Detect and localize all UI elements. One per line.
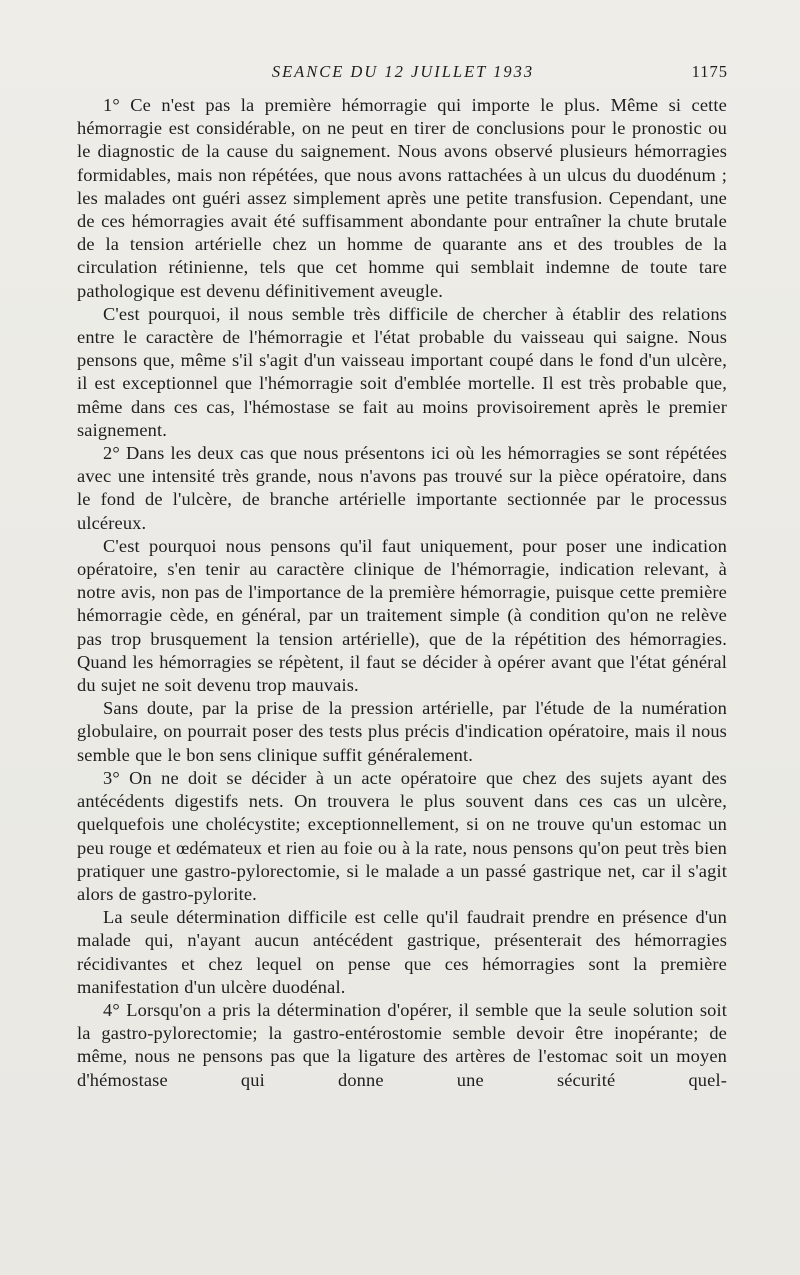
body-text xyxy=(77,94,727,1092)
paragraph-1-hemorrhage-first: 1° Ce n'est pas la première hémorragie qui importe le plus. Même si cette hémorragie est considérable, on ne peut en tirer de conclusions pour le pronostic ou le diagnostic de la cause du saignement. Nous avons observé plusieurs hémorragies formidables, mais non répétées, que nous avons rattachées à un ulcus du duodénum ; les malades ont guéri assez simplement après une petite transfusion. Cependant, une de ces hémorragies avait été suffisamment abondante pour entraîner la chute brutale de la tension artérielle chez un homme de quarante ans et des troubles de la circulation rétinienne, tels que cet homme qui semblait indemne de toute tare pathologique est devenu définitivement aveugle. xyxy=(77,95,727,301)
page-number: 1175 xyxy=(691,62,728,81)
paragraph-6-digestive-history: 3° On ne doit se décider à un acte opératoire que chez des sujets ayant des antécédents digestifs nets. On trouvera le plus souvent dans ces cas un ulcère, quelquefois une cholécystite; exceptionnellement, si on ne trouve qu'un estomac un peu rouge et œdémateux et rien au foie ou à la rate, nous pensons qu'on peut très bien pratiquer une gastro-pylorectomie, si le malade a un passé gastrique net, car il s'agit alors de gastro-pylorite. xyxy=(77,767,727,904)
paragraph-7-difficult-decision: La seule détermination difficile est celle qu'il faudrait prendre en présence d'un malade qui, n'ayant aucun antécédent gastrique, présenterait des hémorragies récidivantes et chez lequel on pense que ces hémorragies sont la première manifestation d'un ulcère duodénal. xyxy=(77,907,727,997)
paragraph-8-pylorectomy: 4° Lorsqu'on a pris la détermination d'opérer, il semble que la seule solution soit la gastro-pylorectomie; la gastro-entérostomie semble devoir être inopérante; de même, nous ne pensons pas que la ligature des artères de l'estomac soit un moyen d'hémostase qui donne une sécurité quel- xyxy=(77,999,727,1090)
paragraph-4-operative-indication: C'est pourquoi nous pensons qu'il faut uniquement, pour poser une indication opératoire, s'en tenir au caractère clinique de l'hémorragie, indication relevant, à notre avis, non pas de l'importance de la première hémorragie, puisque cette première hémorragie cède, en général, par un traitement simple (à condition qu'on ne relève pas trop brusquement la tension artérielle), que de la répétition des hémorragies. Quand les hémorragies se répètent, il faut se décider à opérer avant que l'état général du sujet ne soit devenu trop mauvais. xyxy=(77,535,727,696)
paragraph-3-two-cases: 2° Dans les deux cas que nous présentons ici où les hémorragies se sont répétées avec une intensité très grande, nous n'avons pas trouvé sur la pièce opératoire, dans le fond de l'ulcère, de branche artérielle importante sectionnée par le processus ulcéreux. xyxy=(77,443,727,533)
page-header xyxy=(78,62,728,86)
paragraph-2-vessel-relation: C'est pourquoi, il nous semble très difficile de chercher à établir des relations entre le caractère de l'hémorragie et l'état probable du vaisseau qui saigne. Nous pensons que, même s'il s'agit d'un vaisseau important coupé dans le fond d'un ulcère, il est exceptionnel que l'hémorragie soit d'emblée mortelle. Il est très probable que, même dans ces cas, l'hémostase se fait au moins provisoirement après le premier saignement. xyxy=(77,303,727,440)
running-title: SEANCE DU 12 JUILLET 1933 xyxy=(271,62,535,81)
paragraph-5-clinical-sense: Sans doute, par la prise de la pression artérielle, par l'étude de la numération globulaire, on pourrait poser des tests plus précis d'indication opératoire, mais il nous semble que le bon sens clinique suffit généralement. xyxy=(77,698,727,765)
